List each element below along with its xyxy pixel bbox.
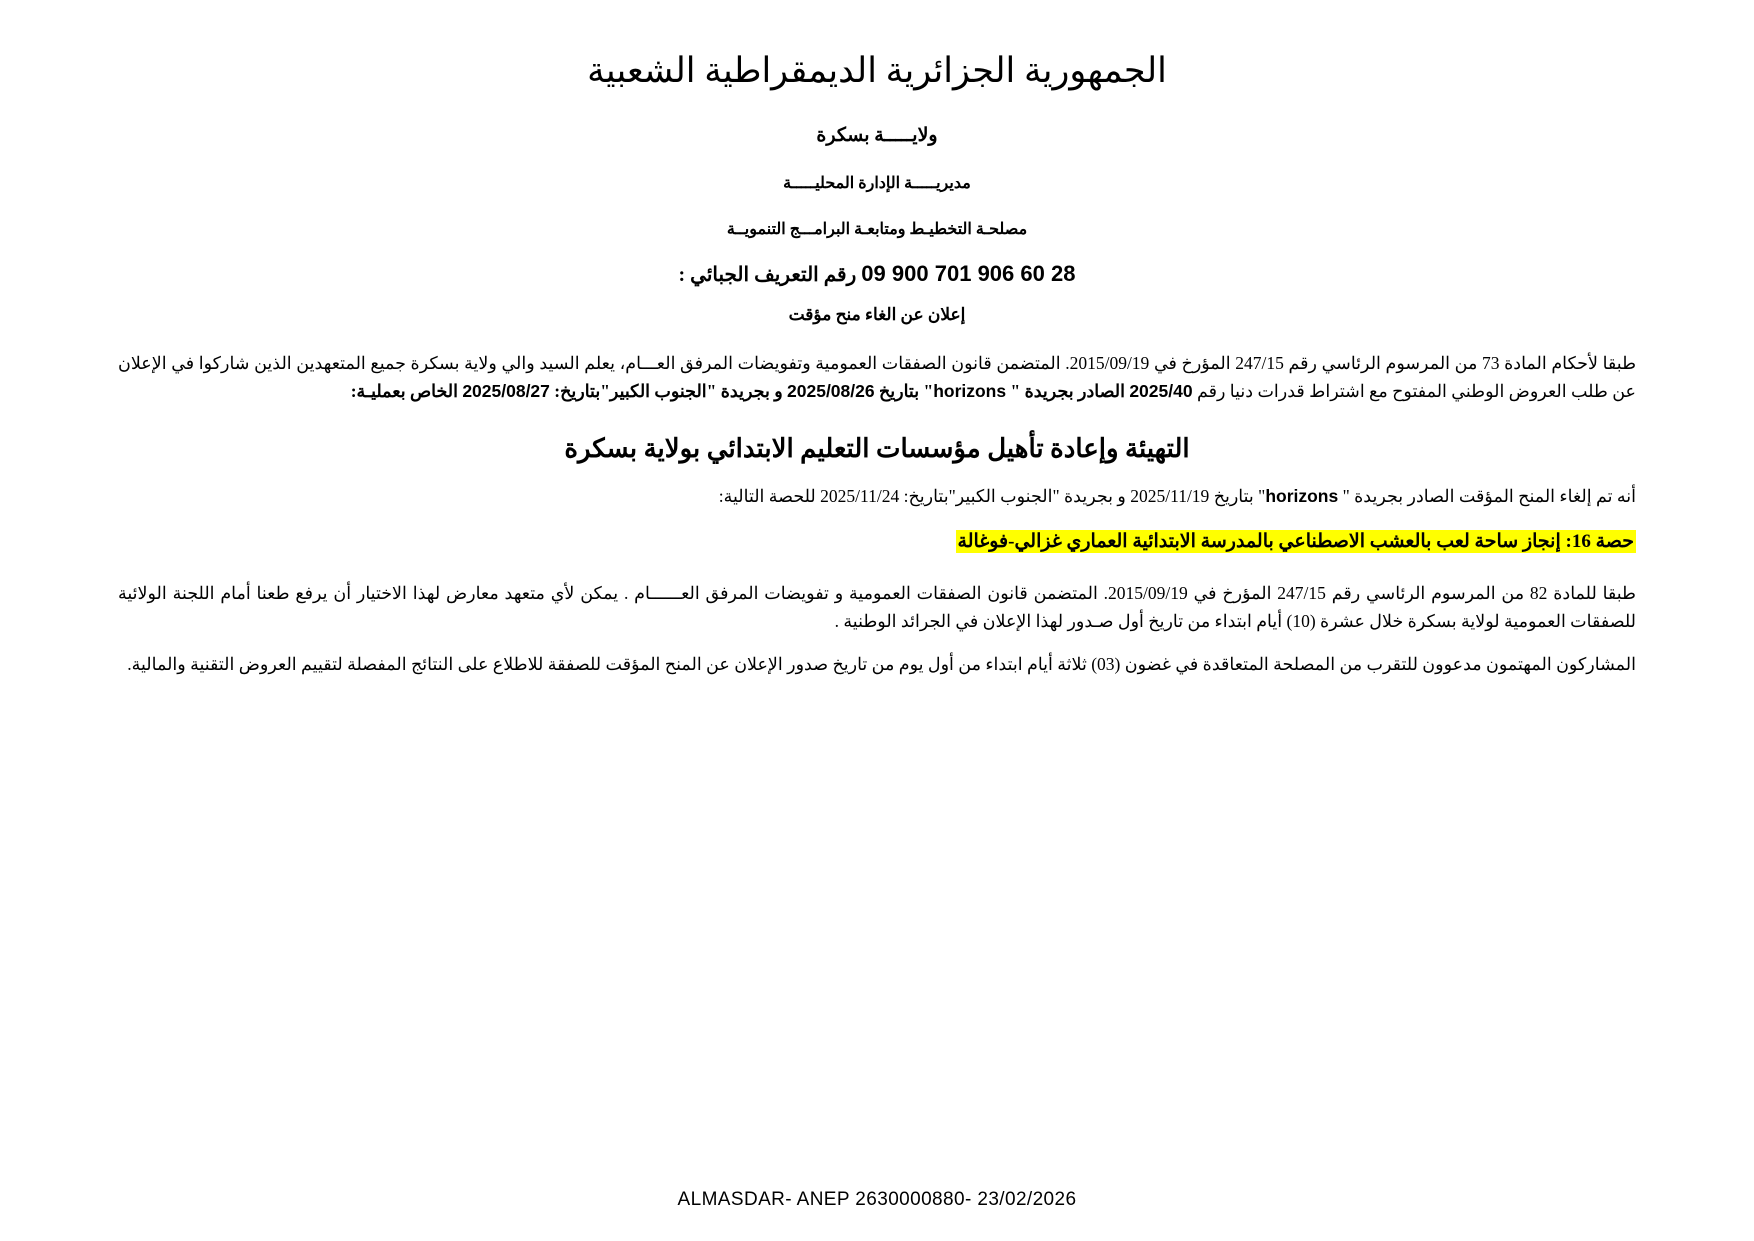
document-header xyxy=(118,48,1636,325)
cancellation-part-2: " بتاريخ 2025/11/19 و بجريدة "الجنوب الكبير"بتاريخ: 2025/11/24 للحصة التالية: xyxy=(718,485,1266,506)
publication-date-2: 2025/08/27 xyxy=(462,380,550,401)
project-title: التهيئة وإعادة تأهيل مؤسسات التعليم الابتدائي بولاية بسكرة xyxy=(564,434,1190,464)
footer-reference: ALMASDAR- ANEP 2630000880- 23/02/2026 xyxy=(677,1189,1077,1210)
paragraph-intro xyxy=(118,349,1636,406)
intro-part-1: طبقا لأحكام المادة 73 من المرسوم الرئاسي رقم 247/15 المؤرخ في 2015/09/19. المتضمن قانون الصفقات العمومية وتفويضات المرفق العـــام، يعلم السيد والي ولاية بسكرة جميع المتعهدين الذين شاركوا في الإعلان عن طلب العروض الوطني المفتوح مع اشتراط قدرات دنيا رقم xyxy=(118,352,1636,401)
wilaya-line: ولايـــــة بسكرة xyxy=(816,124,938,146)
intro-part-4: و بجريدة xyxy=(716,380,788,401)
lot-description: حصة 16: إنجاز ساحة لعب بالعشب الاصطناعي بالمدرسة الابتدائية العماري غزالي-فوغالة xyxy=(957,530,1634,552)
fiscal-id-number: 28 60 906 701 900 09 xyxy=(861,260,1076,286)
fiscal-id-line xyxy=(118,261,1636,287)
newspaper-horizons-2: horizons xyxy=(1265,485,1339,506)
page-spacer xyxy=(118,678,1636,978)
newspaper-eljanoub-1: "الجنوب الكبير" xyxy=(600,380,717,401)
republic-title: الجمهورية الجزائرية الديمقراطية الشعبية xyxy=(587,51,1167,90)
intro-part-3: " بتاريخ xyxy=(874,380,934,401)
paragraph-cancellation xyxy=(118,482,1636,510)
intro-part-2: الصادر بجريدة " xyxy=(1006,380,1130,401)
intro-part-6: الخاص بعمليـة: xyxy=(350,380,463,401)
service-line: مصلحـة التخطيـط ومتابعـة البرامـــج التنمويــة xyxy=(726,220,1028,238)
cancellation-part-1: أنه تم إلغاء المنح المؤقت الصادر بجريدة " xyxy=(1338,485,1636,506)
newspaper-horizons-1: horizons xyxy=(933,380,1007,401)
tender-reference-number: 2025/40 xyxy=(1129,380,1193,401)
direction-line: مديريـــــة الإدارة المحليـــــة xyxy=(783,174,971,192)
publication-date-1: 2025/08/26 xyxy=(787,380,875,401)
paragraph-appeal: طبقا للمادة 82 من المرسوم الرئاسي رقم 247/15 المؤرخ في 2015/09/19. المتضمن قانون الصفقات العمومية و تفويضات المرفق العــــــام . يمكن لأي متعهد معارض لهذا الاختيار أن يرفع طعنا أمام اللجنة الولائية للصفقات العمومية لولاية بسكرة خلال عشرة (10) أيام ابتداء من تاريخ أول صـدور لهذا الإعلان في الجرائد الوطنية . xyxy=(118,582,1636,632)
lot-highlight-line xyxy=(118,530,1636,553)
paragraph-participants: المشاركون المهتمون مدعوون للتقرب من المصلحة المتعاقدة في غضون (03) ثلاثة أيام ابتداء من أول يوم من تاريخ صدور الإعلان عن المنح المؤقت للصفقة للاطلاع على النتائج المفصلة لتقييم العروض التقنية والمالية. xyxy=(127,653,1636,674)
intro-part-5: بتاريخ: xyxy=(549,380,601,401)
fiscal-id-label: رقم التعريف الجبائي : xyxy=(678,263,857,286)
announcement-kind: إعلان عن الغاء منح مؤقت xyxy=(788,304,966,324)
